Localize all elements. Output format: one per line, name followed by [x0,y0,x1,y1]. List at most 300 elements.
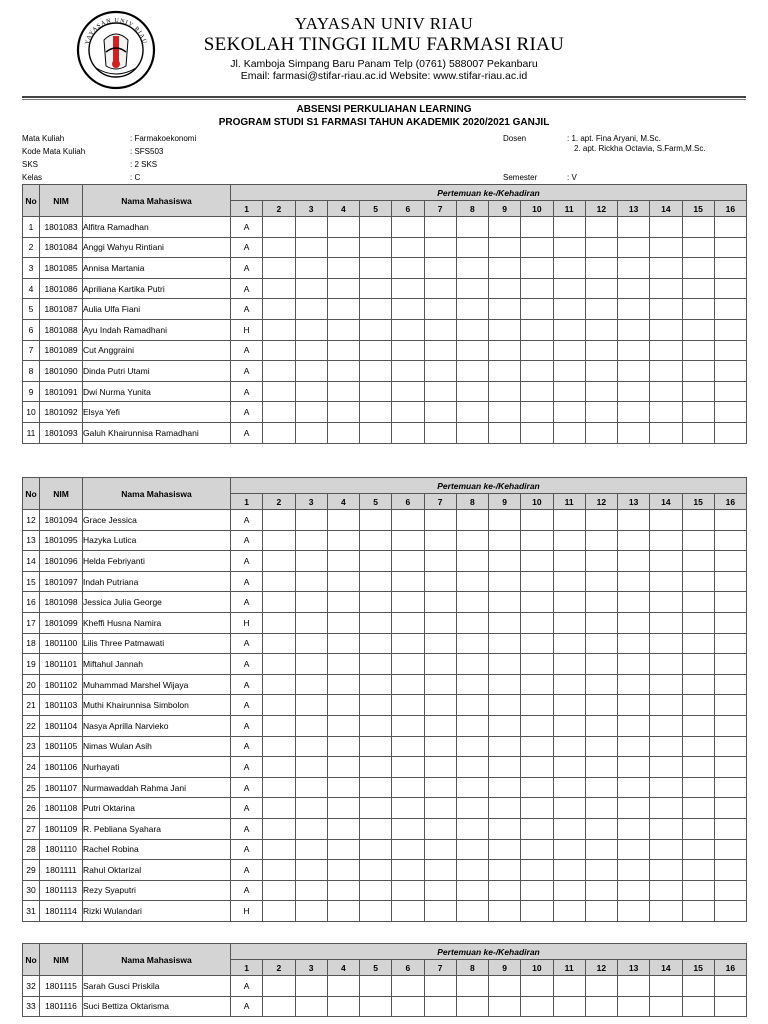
student-no: 4 [23,278,40,299]
student-name: Rachel Robina [83,839,231,860]
header-meeting-16: 16 [714,201,746,217]
attendance-cell [553,299,585,320]
attendance-mark: A [231,551,263,572]
table-row [23,736,747,757]
attendance-cell [618,798,650,819]
header-meeting-15: 15 [682,201,714,217]
attendance-mark: A [231,633,263,654]
attendance-mark: H [231,612,263,633]
attendance-cell [585,381,617,402]
attendance-cell [618,777,650,798]
attendance-cell [714,757,746,778]
table-row [23,278,747,299]
attendance-cell [650,976,682,997]
attendance-cell [327,654,359,675]
student-no: 20 [23,674,40,695]
attendance-cell [489,299,521,320]
header-no: No [23,185,40,217]
attendance-cell [650,278,682,299]
attendance-cell [360,674,392,695]
attendance-cell [295,860,327,881]
attendance-cell [714,571,746,592]
attendance-cell [392,901,424,922]
attendance-cell [360,996,392,1017]
attendance-cell [714,258,746,279]
student-no: 32 [23,976,40,997]
attendance-cell [521,422,553,443]
student-name: Jessica Julia George [83,592,231,613]
header-meeting-14: 14 [650,960,682,976]
attendance-mark: A [231,530,263,551]
header-meeting-2: 2 [263,960,295,976]
attendance-cell [650,422,682,443]
attendance-cell [327,901,359,922]
attendance-cell [456,361,488,382]
attendance-cell [618,818,650,839]
student-name: Cut Anggraini [83,340,231,361]
attendance-cell [263,654,295,675]
attendance-cell [327,551,359,572]
attendance-cell [424,798,456,819]
attendance-cell [263,510,295,531]
header-meeting-11: 11 [553,494,585,510]
student-nim: 1801090 [40,361,83,382]
attendance-cell [295,551,327,572]
attendance-cell [650,860,682,881]
attendance-cell [327,633,359,654]
semester-value: : V [567,173,577,182]
attendance-cell [650,361,682,382]
attendance-cell [360,798,392,819]
attendance-cell [553,880,585,901]
attendance-cell [521,715,553,736]
attendance-cell [682,654,714,675]
student-nim: 1801098 [40,592,83,613]
attendance-cell [456,736,488,757]
student-name: Nasya Aprilla Narvieko [83,715,231,736]
attendance-cell [714,592,746,613]
attendance-cell [714,422,746,443]
attendance-cell [456,237,488,258]
attendance-table-3 [22,943,747,1017]
attendance-cell [521,530,553,551]
attendance-cell [714,237,746,258]
student-name: Miftahul Jannah [83,654,231,675]
attendance-cell [263,633,295,654]
header-meeting-14: 14 [650,201,682,217]
attendance-cell [553,592,585,613]
attendance-cell [682,996,714,1017]
header-meeting-1: 1 [231,960,263,976]
attendance-cell [682,818,714,839]
header-meeting-15: 15 [682,494,714,510]
attendance-cell [585,818,617,839]
attendance-cell [360,340,392,361]
attendance-cell [521,880,553,901]
school-address: Jl. Kamboja Simpang Baru Panam Telp (0761) 588007 Pekanbaru [230,58,538,70]
attendance-cell [618,880,650,901]
attendance-cell [327,798,359,819]
attendance-cell [714,361,746,382]
attendance-cell [456,901,488,922]
header-meeting-1: 1 [231,494,263,510]
student-name: Galuh Khairunnisa Ramadhani [83,422,231,443]
student-name: Muthi Khairunnisa Simbolon [83,695,231,716]
attendance-cell [424,757,456,778]
student-no: 1 [23,217,40,238]
attendance-cell [714,901,746,922]
school-name: SEKOLAH TINGGI ILMU FARMASI RIAU [203,34,565,55]
attendance-cell [263,860,295,881]
student-name: Indah Putriana [83,571,231,592]
kode-value: : SFS503 [130,147,164,156]
attendance-cell [360,736,392,757]
attendance-cell [521,654,553,675]
attendance-cell [327,674,359,695]
attendance-cell [682,839,714,860]
attendance-cell [456,654,488,675]
attendance-cell [618,551,650,572]
attendance-mark: H [231,901,263,922]
attendance-cell [585,402,617,423]
table-row [23,612,747,633]
attendance-cell [618,839,650,860]
attendance-cell [456,402,488,423]
attendance-cell [424,880,456,901]
table-row [23,258,747,279]
attendance-cell [618,381,650,402]
attendance-cell [682,237,714,258]
student-no: 14 [23,551,40,572]
student-nim: 1801100 [40,633,83,654]
table-row [23,361,747,382]
attendance-cell [585,278,617,299]
school-contact: Email: farmasi@stifar-riau.ac.id Website: www.stifar-riau.ac.id [240,70,528,82]
student-name: Ayu Indah Ramadhani [83,319,231,340]
student-nim: 1801087 [40,299,83,320]
attendance-cell [714,340,746,361]
attendance-cell [263,674,295,695]
attendance-cell [553,654,585,675]
attendance-cell [521,510,553,531]
attendance-cell [521,571,553,592]
attendance-cell [489,996,521,1017]
attendance-cell [553,402,585,423]
table-row [23,654,747,675]
attendance-cell [327,530,359,551]
attendance-cell [682,551,714,572]
attendance-cell [521,402,553,423]
header-meeting-12: 12 [585,960,617,976]
student-nim: 1801088 [40,319,83,340]
attendance-cell [360,530,392,551]
header-no: No [23,478,40,510]
header-meeting-9: 9 [489,201,521,217]
attendance-cell [392,996,424,1017]
attendance-cell [489,422,521,443]
attendance-cell [650,715,682,736]
attendance-cell [521,736,553,757]
student-nim: 1801097 [40,571,83,592]
student-nim: 1801111 [40,860,83,881]
attendance-cell [424,530,456,551]
attendance-cell [714,217,746,238]
attendance-table-2 [22,477,747,922]
attendance-cell [585,551,617,572]
attendance-cell [263,818,295,839]
sks-label: SKS [22,160,39,169]
attendance-cell [295,996,327,1017]
header-meeting-4: 4 [327,494,359,510]
attendance-cell [489,381,521,402]
attendance-cell [682,736,714,757]
attendance-cell [392,217,424,238]
attendance-cell [521,860,553,881]
attendance-cell [553,530,585,551]
student-no: 10 [23,402,40,423]
attendance-cell [521,551,553,572]
attendance-cell [424,319,456,340]
table-row [23,996,747,1017]
student-name: Rahul Oktarizal [83,860,231,881]
attendance-cell [650,674,682,695]
student-name: Hazyka Lutica [83,530,231,551]
attendance-cell [714,715,746,736]
attendance-cell [618,422,650,443]
student-nim: 1801109 [40,818,83,839]
attendance-cell [295,237,327,258]
attendance-cell [521,278,553,299]
student-name: Nurhayati [83,757,231,778]
attendance-mark: A [231,217,263,238]
attendance-cell [714,695,746,716]
attendance-cell [424,996,456,1017]
attendance-cell [682,880,714,901]
attendance-cell [360,422,392,443]
attendance-cell [650,818,682,839]
attendance-cell [392,361,424,382]
attendance-cell [263,612,295,633]
attendance-cell [618,258,650,279]
attendance-cell [682,381,714,402]
header-meeting-7: 7 [424,201,456,217]
attendance-cell [263,901,295,922]
attendance-cell [650,217,682,238]
attendance-cell [714,299,746,320]
attendance-cell [585,860,617,881]
attendance-cell [489,633,521,654]
attendance-mark: A [231,736,263,757]
attendance-cell [295,798,327,819]
attendance-cell [585,715,617,736]
attendance-cell [295,510,327,531]
attendance-cell [295,299,327,320]
attendance-cell [263,798,295,819]
attendance-cell [618,860,650,881]
attendance-mark: A [231,381,263,402]
attendance-cell [392,510,424,531]
attendance-cell [327,736,359,757]
attendance-cell [521,901,553,922]
attendance-cell [585,530,617,551]
student-no: 11 [23,422,40,443]
student-nim: 1801084 [40,237,83,258]
student-name: Annisa Martania [83,258,231,279]
header-meeting-4: 4 [327,201,359,217]
attendance-cell [456,996,488,1017]
student-no: 6 [23,319,40,340]
attendance-cell [392,340,424,361]
attendance-cell [682,860,714,881]
header-meeting-7: 7 [424,960,456,976]
student-nim: 1801102 [40,674,83,695]
attendance-cell [489,695,521,716]
student-name: Elsya Yefi [83,402,231,423]
header-meeting-10: 10 [521,201,553,217]
attendance-cell [327,571,359,592]
attendance-cell [521,996,553,1017]
table-row [23,299,747,320]
attendance-cell [295,674,327,695]
attendance-cell [263,530,295,551]
header-meeting-3: 3 [295,960,327,976]
student-name: Grace Jessica [83,510,231,531]
attendance-mark: A [231,340,263,361]
header-meeting-16: 16 [714,494,746,510]
header-no: No [23,944,40,976]
attendance-mark: A [231,976,263,997]
mk-label: Mata Kuliah [22,134,65,143]
attendance-cell [295,381,327,402]
header-meeting-10: 10 [521,494,553,510]
attendance-cell [489,278,521,299]
attendance-cell [263,319,295,340]
attendance-cell [424,674,456,695]
attendance-cell [618,695,650,716]
attendance-cell [424,633,456,654]
attendance-cell [456,258,488,279]
attendance-cell [392,839,424,860]
student-no: 28 [23,839,40,860]
attendance-cell [424,402,456,423]
attendance-cell [682,361,714,382]
header-meeting-15: 15 [682,960,714,976]
attendance-cell [392,674,424,695]
attendance-cell [553,510,585,531]
attendance-cell [360,361,392,382]
attendance-cell [585,777,617,798]
attendance-cell [360,880,392,901]
attendance-cell [424,777,456,798]
attendance-cell [456,777,488,798]
attendance-cell [456,674,488,695]
attendance-cell [489,361,521,382]
attendance-cell [295,654,327,675]
attendance-cell [360,612,392,633]
attendance-cell [585,612,617,633]
attendance-cell [553,976,585,997]
table-row [23,880,747,901]
student-no: 2 [23,237,40,258]
attendance-cell [295,592,327,613]
student-nim: 1801110 [40,839,83,860]
attendance-cell [327,976,359,997]
attendance-cell [618,340,650,361]
attendance-cell [618,976,650,997]
attendance-cell [360,633,392,654]
table-row [23,695,747,716]
attendance-cell [682,278,714,299]
attendance-cell [424,340,456,361]
attendance-cell [585,901,617,922]
attendance-cell [553,571,585,592]
attendance-cell [263,571,295,592]
attendance-cell [521,217,553,238]
attendance-cell [327,422,359,443]
student-no: 26 [23,798,40,819]
attendance-cell [553,381,585,402]
attendance-cell [456,278,488,299]
attendance-cell [489,258,521,279]
attendance-cell [489,237,521,258]
attendance-cell [392,530,424,551]
document-subtitle: PROGRAM STUDI S1 FARMASI TAHUN AKADEMIK 2020/2021 GANJIL [218,117,550,128]
attendance-cell [327,237,359,258]
attendance-mark: A [231,278,263,299]
attendance-cell [360,551,392,572]
kelas-label: Kelas [22,173,43,182]
attendance-cell [295,757,327,778]
attendance-cell [650,402,682,423]
attendance-cell [553,715,585,736]
student-nim: 1801108 [40,798,83,819]
header-meeting-6: 6 [392,201,424,217]
attendance-cell [553,422,585,443]
attendance-mark: A [231,422,263,443]
attendance-cell [424,258,456,279]
header-meeting-4: 4 [327,960,359,976]
attendance-cell [295,695,327,716]
attendance-cell [682,217,714,238]
attendance-cell [424,237,456,258]
attendance-mark: A [231,361,263,382]
attendance-cell [521,818,553,839]
attendance-cell [618,237,650,258]
attendance-cell [424,592,456,613]
attendance-cell [650,996,682,1017]
attendance-cell [585,299,617,320]
kode-label: Kode Mata Kuliah [22,147,86,156]
attendance-cell [714,860,746,881]
student-name: Sarah Gusci Priskila [83,976,231,997]
attendance-cell [521,633,553,654]
attendance-cell [682,695,714,716]
attendance-cell [360,695,392,716]
attendance-cell [295,633,327,654]
attendance-cell [489,592,521,613]
attendance-cell [553,340,585,361]
attendance-cell [714,798,746,819]
table-row [23,530,747,551]
student-no: 12 [23,510,40,531]
student-name: Kheffi Husna Namira [83,612,231,633]
attendance-cell [682,612,714,633]
header-divider-thin [22,99,746,100]
attendance-cell [585,736,617,757]
student-name: Lilis Three Patmawati [83,633,231,654]
attendance-cell [489,654,521,675]
header-nama: Nama Mahasiswa [83,478,231,510]
